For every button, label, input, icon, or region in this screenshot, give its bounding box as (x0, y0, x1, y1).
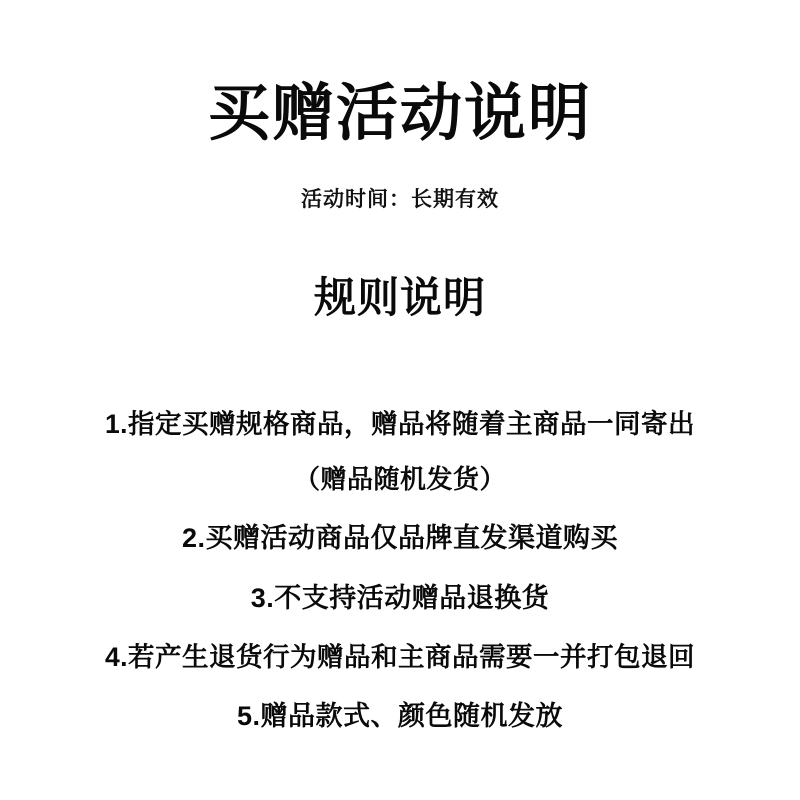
rule-item: 1.指定买赠规格商品，赠品将随着主商品一同寄出 (104, 409, 696, 440)
page-title: 买赠活动说明 (207, 79, 592, 148)
rule-item: 2.买赠活动商品仅品牌直发渠道购买 (181, 522, 619, 553)
rules-list (40, 382, 760, 734)
rule-item: （赠品随机发货） (293, 464, 506, 495)
rule-item: 3.不支持活动赠品退换货 (250, 582, 550, 613)
rule-item: 5.赠品款式、颜色随机发放 (236, 701, 564, 732)
rule-item: 4.若产生退货行为赠品和主商品需要一并打包退回 (104, 642, 696, 673)
activity-period-label: 活动时间：长期有效 (301, 188, 499, 212)
rules-section-title: 规则说明 (313, 274, 486, 322)
